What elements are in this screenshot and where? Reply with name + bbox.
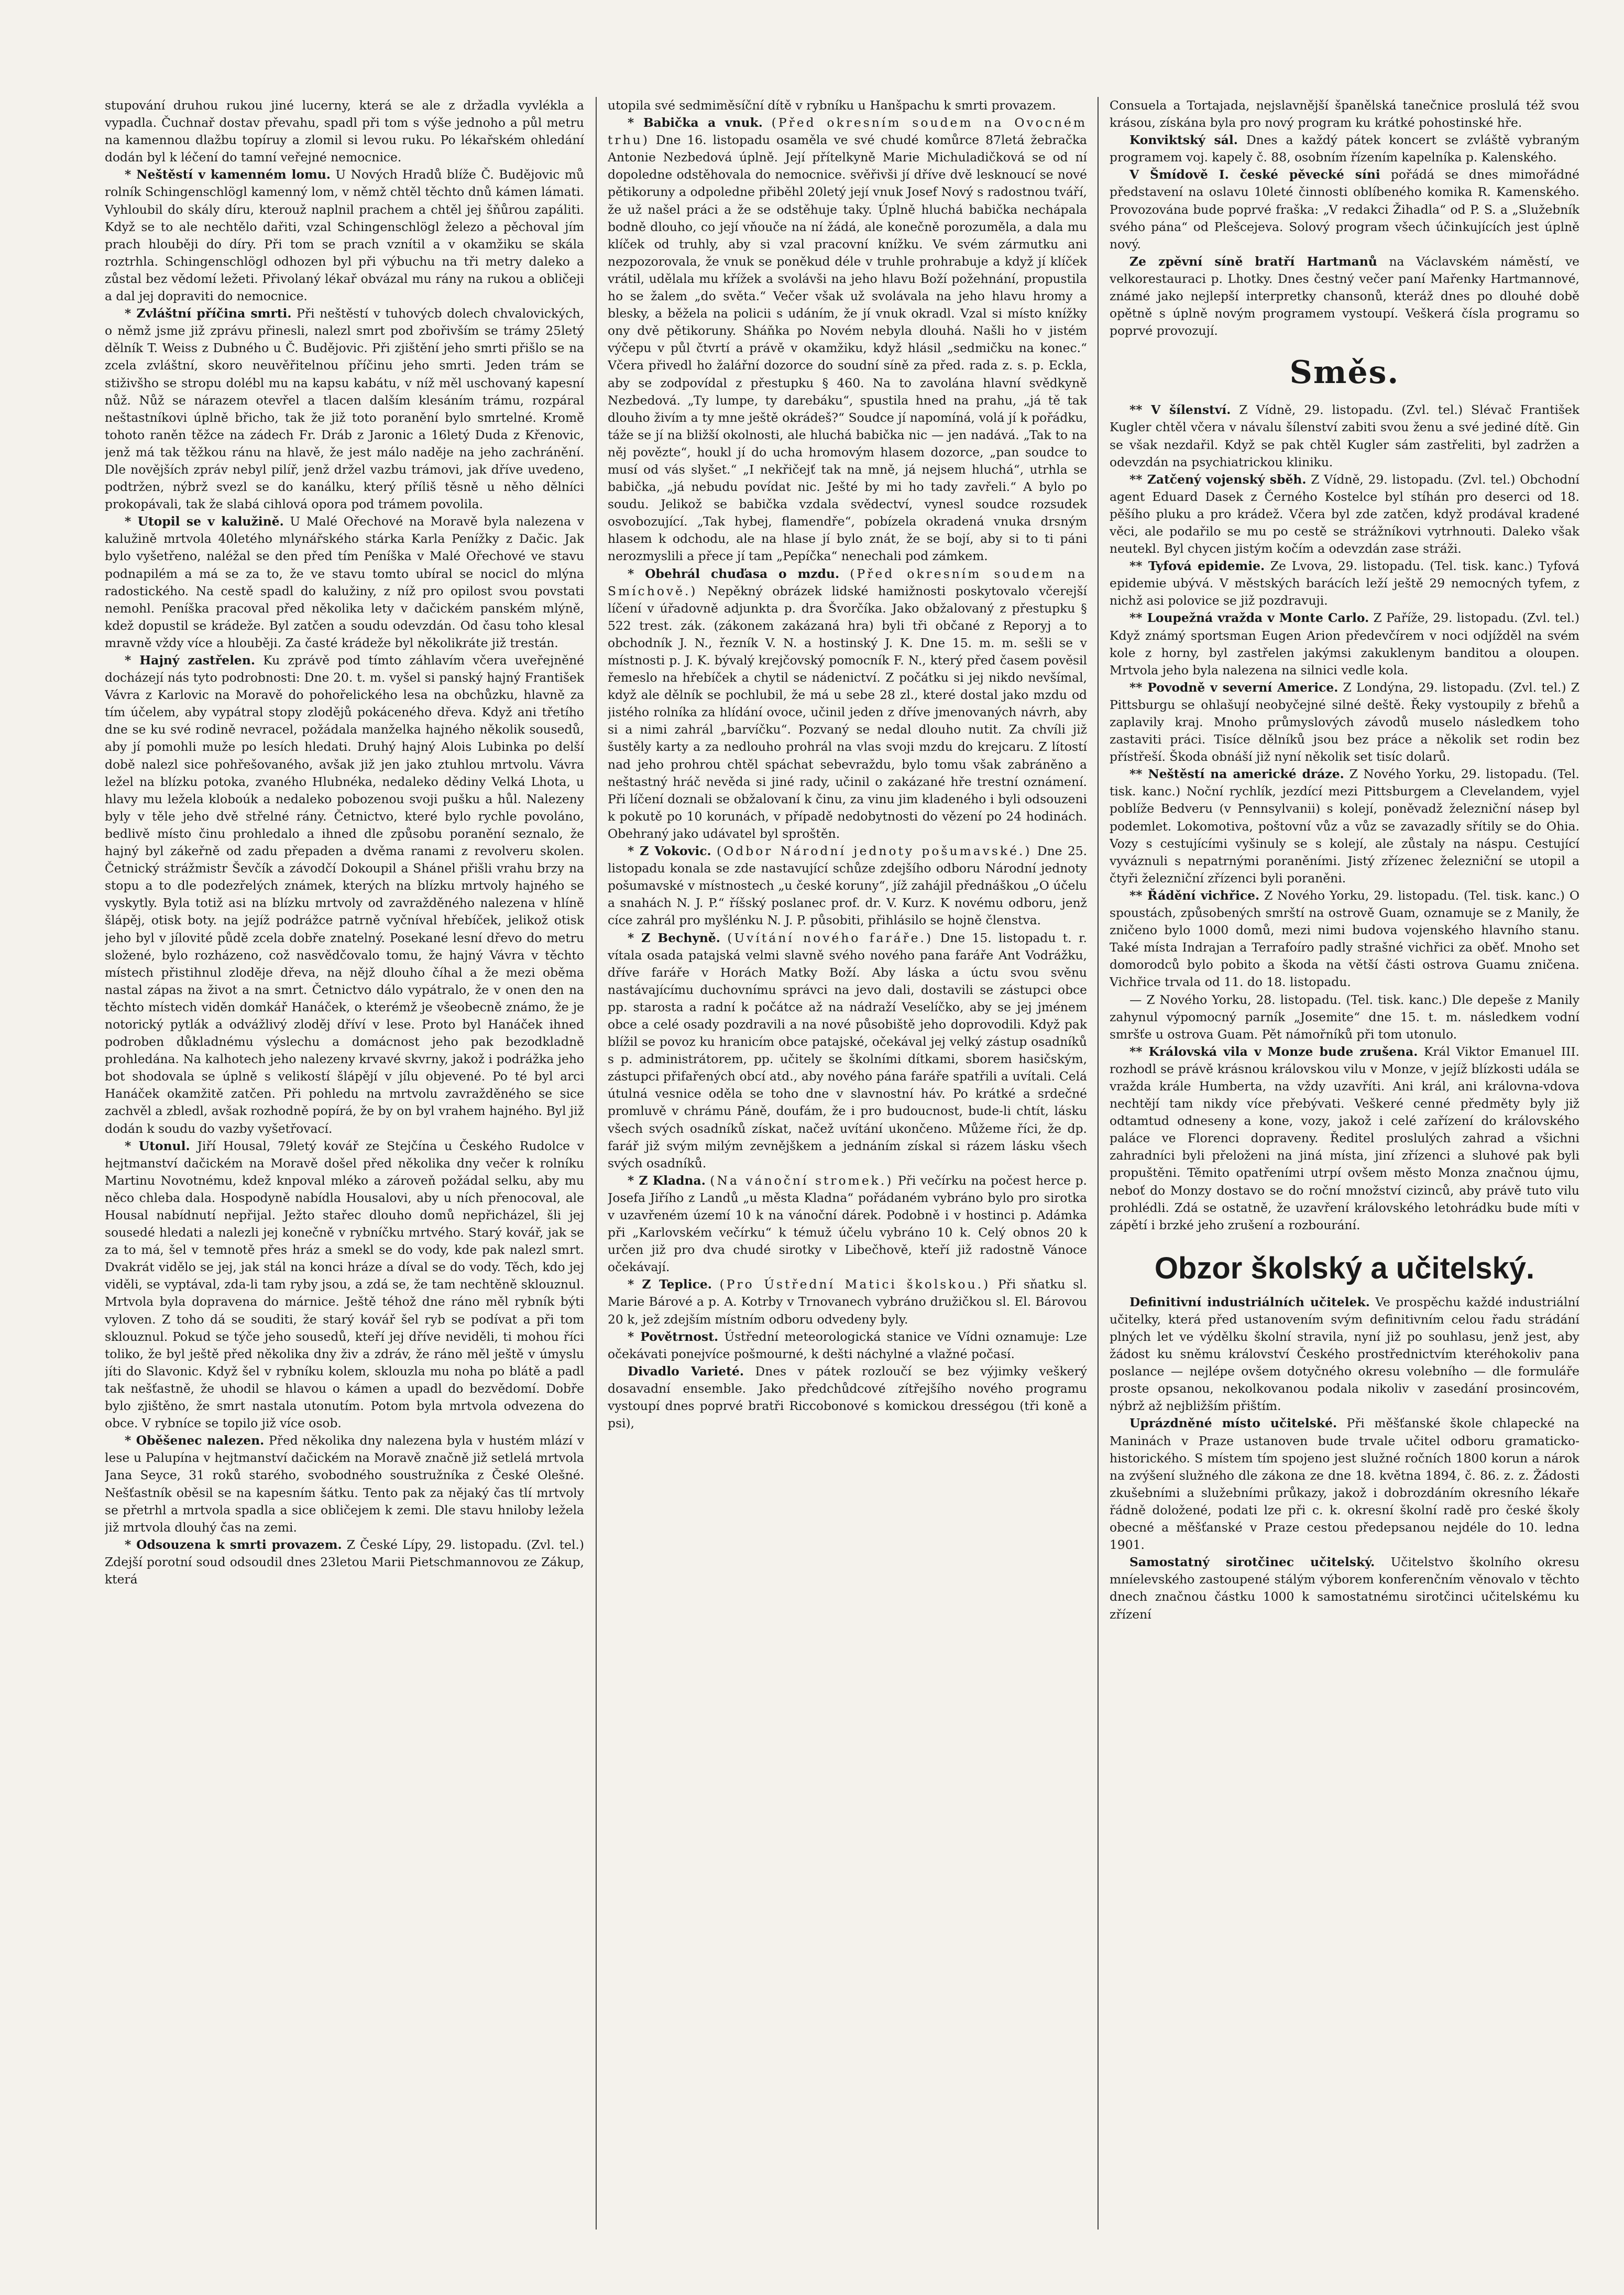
news-item bbox=[1110, 132, 1579, 166]
news-item-title: ** Neštěstí na americké dráze. bbox=[1129, 767, 1344, 782]
news-item bbox=[608, 114, 1087, 565]
news-item bbox=[1110, 97, 1579, 132]
news-item-subtitle: (Pro Ústřední Matici školskou.) bbox=[719, 1277, 991, 1292]
news-item-text: na Václavském náměstí, ve velkorestauraci p. Lhotky. Dnes čestný večer paní Mařenky Hartmannové, známé jako nejlepší interpretky chansonů, kteráž dnes po dlouhé době opětně s úplně novým programem vystoupí. Veškerá čísla programu so poprvé provozují. bbox=[1110, 254, 1579, 338]
news-item-subtitle: (Uvítání nového faráře.) bbox=[727, 930, 934, 945]
news-item-text: Ústřední meteorologická stanice ve Vídni oznamuje: Lze očekávati ponejvíce pošmourné, k dešti náchylné a vlažné počasí. bbox=[608, 1329, 1087, 1361]
news-item-title: Definitivní industriálních učitelek. bbox=[1129, 1294, 1370, 1309]
news-item-title: V Šmídově I. české pěvecké síni bbox=[1129, 167, 1380, 182]
news-item-title: ** Loupežná vražda v Monte Carlo. bbox=[1129, 610, 1369, 626]
news-item-title: * Babička a vnuk. bbox=[628, 115, 763, 130]
news-item-title: Divadlo Varieté. bbox=[628, 1363, 744, 1379]
news-item bbox=[105, 513, 584, 652]
theatre-news bbox=[1110, 97, 1579, 340]
news-item-title: * Odsouzena k smrti provazem. bbox=[125, 1537, 342, 1552]
news-item bbox=[105, 305, 584, 513]
news-item bbox=[1110, 887, 1579, 991]
news-item-title: Ze zpěvní síně bratří Hartmanů bbox=[1129, 254, 1377, 269]
news-item bbox=[608, 565, 1087, 843]
news-item-text: Z Paříže, 29. listopadu. (Zvl. tel.) Když známý sportsman Eugen Arion předevčírem v noci odjížděl na svém kole z horny, byl zastřelen jakýmsi zakuklenym banditou a oloupen. Mrtvola jeho byla nalezena na silnici vedle kola. bbox=[1110, 610, 1579, 677]
newspaper-page bbox=[105, 97, 1579, 2230]
news-item bbox=[1110, 401, 1579, 471]
news-item-text: stupování druhou rukou jiné lucerny, která se ale z držadla vyvlékla a vypadla. Čuchnař dostav převahu, spadl při tom s výše jednoho a půl metru na kamennou dlažbu topíruy a zlomil si levou ruku. Po lékařském ohledání dodán byl k léčení do tamní veřejné nemocnice. bbox=[105, 98, 584, 165]
news-item-title: ** Tyfová epidemie. bbox=[1129, 559, 1265, 574]
news-item-title: ** Královská vila v Monze bude zrušena. bbox=[1129, 1044, 1418, 1059]
news-item bbox=[608, 1276, 1087, 1328]
news-item-text: pořádá se dnes mimořádné představení na oslavu 10leté činnosti oblíbeného komika R. Kamenského. Provozována bude poprvé fraška: „V redakci Žihadla“ od P. S. a „Služebník svého pána“ od Plešcejeva. Solový program všech účinkujících jest úplně nový. bbox=[1110, 167, 1579, 252]
news-item-text: Dnes v pátek rozloučí se bez výjimky veškerý dosavadní ensemble. Jako předchůdcové zítřejšího nového programu vystoupí dnes poprvé bratři Riccobonové s komickou drességou (tři koně a psi), bbox=[608, 1363, 1087, 1431]
section-heading-school: Obzor školský a učitelský. bbox=[1154, 1251, 1535, 1285]
smes-news bbox=[1110, 401, 1579, 1234]
news-item bbox=[1110, 1043, 1579, 1234]
news-item-title: Samostatný sirotčinec učitelský. bbox=[1129, 1555, 1375, 1570]
news-item bbox=[608, 930, 1087, 1172]
news-item-title: * Povětrnost. bbox=[628, 1329, 719, 1344]
news-item-text: Dne 15. listopadu t. r. vítala osada patajská velmi slavně svého nového pana faráře Ant Vodrážku, dříve faráře v Horách Matky Boží. Aby láska a úctu svou svěnu nastávajícímu duchovnímu správci na jevo dali, dostavili se zástupci obce pp. starosta a radní k počátce až na nádraží Veselíčko, aby se jej jménem obce a celé osady pozdravili a na nové působiště jeho doprovodili. Když pak blížil se povoz ku hranicím obce patajské, očekával jej velký zástup osadníků s p. administrátorem, pp. učitely se školními dítkami, sborem hasičským, zástupci přifařených obcí atd., aby nového pána faráře spatřili a uvítali. Celá útulná vesnice oděla se toho dne v slavnostní háv. Po krátké a srdečné promluvě v chrámu Páně, doufám, že i pro budoucnost, bude-li chtít, lásku všech svých osadníků získat, načež uvítání ukončeno. Můžeme říci, že dp. farář již svým milým zevnějškem a jednáním získal si rázem lásku všech svých osadníků. bbox=[608, 930, 1087, 1171]
news-item-subtitle: (Odbor Národní jednoty pošumavské.) bbox=[716, 844, 1032, 859]
news-item-title: * Utonul. bbox=[125, 1138, 190, 1153]
news-item-text: Ku zprávě pod tímto záhlavím včera uveřejněné docházejí nás tyto podrobnosti: Dne 20. t. m. vyšel si panský hajný František Vávra z Karlovic na Moravě do pohořelického lesa na obchůzku, hlavně za tím účelem, aby vypátral stopy zlodějů pokáceného dřeva. Když ani třetího dne se ku své rodině nevracel, požádala manželka hajného několik sousedů, aby jí pomohli muže po lesích hledati. Druhý hajný Alois Lubinka po delší době nalezl sice pohřešovaného, avšak již jen jako ztuhlou mrtvolu. Vávra ležel na blízku potoka, zvaného Hlubnéka, nedaleko dědiny Velká Lhota, u hlavy mu ležela kloboúk a nedaleko pobozenou svoji pušku a hůl. Nalezeny byly v těle jeho dvě střelné rány. Četnictvo, které bylo rychle povoláno, bedlivě místo činu prohledalo a ihned dle způsobu poranění seznalo, že hajný byl zákeřně od zadu přepaden a dvěma ranami z revolveru skolen. Četnický strážmistr Ševčík a závodčí Dokoupil a Shánel přišli vrahu brzy na stopu a to dle podezřelých známek, kterých na blízku mrtvoly hajného se vyskytly. Byla totiž asi na blízku mrtvoly od zavražděného nalezena v hlíně šlápěj, otisk boty. na jejíž podrážce patrně vyčníval hřebíček, jelikož otisk jeho byl v jílovité půdě zcela dobře znatelný. Posekané lesní dřevo do metru složené, bylo rozházeno, což nasvědčovalo tomu, že hajný Vávra v těchto místech přistihnul zloděje dřeva, na nějž dlouho číhal a že mezi oběma nastal zápas na život a na smrt. Četnictvo dálo vypátralo, že v onen den na těchto místech viděn domkář Hanáček, o kterémž je všeobecně známo, že je notorický pytlák a odvážlivý zloděj dříví v lese. Proto byl Hanáček ihned podroben důkladnému výslechu a domácnost jeho pak bezodkladně prohledána. Na kalhotech jeho nalezeny krvavé skvrny, jakož i podrážka jeho bot shodovala se úplně s velikostí šlápějí v jílu objevené. Po té byl arci Hanáček okamžitě zatčen. Při pohledu na mrtvolu zavražděného se sice zachvěl a zbledl, avšak rozhodně popírá, že by on byl vrahem hajného. Byl již dodán k soudu do vazby vyšetřovací. bbox=[105, 653, 584, 1136]
news-item-title: ** Zatčený vojenský sběh. bbox=[1129, 472, 1307, 487]
news-item-text: Jiří Housal, 79letý kovář ze Stejčína u Českého Rudolce v hejtmanství dačickém na Moravě došel před několika dny večer k rolníku Martinu Novotnému, kdež knpoval mléko a zároveň požádal selku, aby mu něco chleba dala. Hospodyně nabídla Housalovi, aby u ních přenocoval, ale Housal nabídnutí nepřijal. Ježto stařec dlouho domů nepřicházel, šli jej sousedé hledati a nalezli jej konečně v rybníčku mrtvého. Starý kovář, jak se za to má, šel v temnotě přes hráz a smekl se do vody, kde pak nalezl smrt. Dvakrát vidělo se jej, jak stál na konci hráze a díval se do vody. Těch, kdo jej viděli, se vyptával, zda-li tam ryby jsou, a zdá se, že tam nechtěně sklouznul. Mrtvola byla dopravena do márnice. Ještě téhož dne ráno měl rybník býti vyloven. Z toho dá se souditi, že starý kovář šel ryb se podívat a při tom sklouznul. Pokud se týče jeho sousedů, kteří jej dříve neviděli, ti mohou říci toliko, že byl ještě před několika dny živ a zdráv, že ráno měl ještě v úmyslu jíti do Slavonic. Když šel v rybníku kolem, sklouzla mu noha po blátě a padl tak nešťastně, že uhodil se hlavou o kámen a upadl do bezvědomí. Dobře bylo zjištěno, že smrt nastala utonutím. Potom byla mrtvola odvezena do obce. V rybníce se topilo již více osob. bbox=[105, 1138, 584, 1431]
news-item-text: Král Viktor Emanuel III. rozhodl se právě krásnou královskou vilu v Monze, v jejíž blízkosti udála se vražda krále Humberta, na vždy uzavříti. Ani král, ani královna-vdova nechtějí tam nikdy více přebývati. Veškeré cenné předměty byly již odtamtud odneseny a kone, vozy, jakož i celé zařízení do královského paláce ve Florenci dopraveny. Ředitel proslulých zahrad a všichni zahradníci byli přeloženi na jiná místa, jiní zřízenci a sluhové pak byli propuštěni. Těmito opatřeními utrpí ovšem město Monza značnou újmu, neboť do Monzy dostavo se do roční množství cizinců, aby právě tuto vilu prohlédli. Zdá se ostatně, že uzavření královského letohrádku bude míti v zápětí i brzké jeho zrušení a rozbourání. bbox=[1110, 1044, 1579, 1232]
news-item bbox=[1110, 609, 1579, 679]
news-item bbox=[1110, 991, 1579, 1043]
news-item-text: Učitelstvo školního okresu mníelevského zastoupené stálým výborem konferenčním věnovalo v těchto dnech značnou částku 1000 k samostatnému sirotčinci učitelskému ku zřízení bbox=[1110, 1555, 1579, 1622]
news-item-title: * Hajný zastřelen. bbox=[125, 653, 256, 668]
news-item-text: U Malé Ořechové na Moravě byla nalezena v kalužině mrtvola 40letého mlynářského stárka Karla Penížky z Dačic. Jak bylo vyšetřeno, naléžal se den před tím Peníška v Malé Ořechové ve stavu podnapilém a má se za to, že ve stavu tomto ubíral se nocicl do mlýna radostického. Na cestě spadl do kalužiny, z níž pro opilost svou povstati nemohl. Peníška pracoval před několika lety v dačickém panském mlýně, kdež dopustil se krádeže. Byl zatčen a soudu odevzdán. Od času toho klesal mravně vždy více a hlouběji. Za časté krádeže byl několikráte již trestán. bbox=[105, 514, 584, 650]
news-item bbox=[105, 1138, 584, 1433]
column-2 bbox=[608, 97, 1087, 2230]
news-item bbox=[1110, 558, 1579, 609]
news-item-text: Dne 25. listopadu konala se zde nastavující schůze zdejšího odboru Národní jednoty pošumavské v místnostech „u české koruny“, jíž zahájil přednáškou „O účelu a snahách N. J. P.“ říšský poslanec prof. dr. V. Kurz. K novému odboru, jenž cíce zahrál pro myšlénku N. J. P. působiti, přihlásilo se hojně členstva. bbox=[608, 844, 1087, 928]
news-item-title: * Oběšenec nalezen. bbox=[125, 1433, 265, 1448]
news-item-title: * Neštěstí v kamenném lomu. bbox=[125, 167, 331, 182]
news-item bbox=[1110, 766, 1579, 887]
news-item bbox=[608, 1328, 1087, 1363]
news-item-text: Z Vídně, 29. listopadu. (Zvl. tel.) Slévač František Kugler chtěl včera v návalu šílenství zabiti svou ženu a své jediné dítě. Gin se však nezdařil. Když se pak chtěl Kugler sám zastřeliti, byl zadržen a odevzdán na psychiatrickou kliniku. bbox=[1110, 402, 1579, 469]
news-item-text: Z Nového Yorku, 29. listopadu. (Tel. tisk. kanc.) O spoustách, způsobených smrští na ostrově Guam, oznamuje se z Manily, že zničeno bylo 1000 domů, mezi nimi budova vojenského hlavního stanu. Také místa Indrajan a Terrafoíro padly strašné vichřici za oběť. Mnoho set domorodců bylo pobito a škoda na větší části ostrova Guamu zničena. Vichřice trvala od 11. do 18. listopadu. bbox=[1110, 888, 1579, 990]
news-item bbox=[608, 97, 1087, 114]
news-item-text: Při sňatku sl. Marie Bárové a p. A. Kotrby v Trnovanech vybráno družičkou sl. El. Bárovou 20 k, jež zdejším místním odboru odvedeny byly. bbox=[608, 1277, 1087, 1327]
news-item-title: * Z Bechyně. bbox=[628, 930, 720, 945]
news-item-title: Uprázdněné místo učitelské. bbox=[1129, 1416, 1337, 1431]
news-item-title: * Utopil se v kalužině. bbox=[125, 514, 284, 529]
news-item bbox=[105, 1536, 584, 1588]
news-item-title: * Z Kladna. bbox=[628, 1173, 706, 1188]
news-item-text: U Nových Hradů blíže Č. Budějovic mů rolník Schingenschlögl kamenný lom, v němž chtěl těchto dnů kámen lámati. Vyhloubil do skály díru, kterouž naplnil prachem a chtěl jej šňůrou zapáliti. Když se to ale nechtělo dařiti, vzal Schingenschlögl železo a pěchoval jím prach hlouběji do díry. Při tom se prach vznítil a v okamžiku se skála roztrhla. Schingenschlögl odhozen byl při výbuchu na tři metry daleko a zůstal bez vědomí ležeti. Přivolaný lékař obvázal mu rány na rukou a obličeji a dal jej dopraviti do nemocnice. bbox=[105, 167, 584, 304]
news-item bbox=[105, 652, 584, 1138]
news-item-title: * Zvláštní příčina smrti. bbox=[125, 306, 292, 321]
news-item-text: utopila své sedmiměsíční dítě v rybníku u Hanšpachu k smrti provazem. bbox=[608, 98, 1056, 113]
news-item-text: Z Londýna, 29. listopadu. (Zvl. tel.) Z Pittsburgu se ohlašují neobyčejné silné deště. Řeky vystoupily z břehů a zaplavily kraj. Mnoho průmyslových závodů muselo následkem toho zastaviti práci. Tisíce dělníků jsou bez práce a několik set rodin bez přístřeší. Škoda obnáší již nyní několik set tisíc dolarů. bbox=[1110, 680, 1579, 764]
news-item-text: Před několika dny nalezena byla v hustém mlází v lese u Palupína v hejtmanství dačickém na Moravě značně již setlelá mrtvola Jana Seyce, 31 roků starého, svobodného soustružníka z České Olešné. Nešťastník oběsil se na kapesním šátku. Tento pak za nějaký čas tlí mrtvoly se přetrhl a mrtvola spadla a sice obličejem k zemi. Dle stavu hniloby ležela již mrtvola dlouhý čas na zemi. bbox=[105, 1433, 584, 1535]
news-item-text: Dnes a každý pátek koncert se zvláště vybraným programem voj. kapely č. 88, osobním řízením kapelníka p. Kalenského. bbox=[1110, 133, 1579, 165]
news-item-text: Ze Lvova, 29. listopadu. (Tel. tisk. kanc.) Tyfová epidemie ubývá. V městských barácích leží ještě 29 nemocných tyfem, z nichž asi polovice se již pozdravuji. bbox=[1110, 559, 1579, 608]
column-3 bbox=[1110, 97, 1579, 2230]
news-item bbox=[608, 1363, 1087, 1432]
news-item-text: Dne 16. listopadu osaměla ve své chudé komůrce 87letá žebračka Antonie Nezbedová úplně. Její přítelkyně Marie Michuladičková se od ní dopoledne odstěhovala do nemocnice. svěřivši jí dříve dvě lesknoucí se nové pětikoruny a odpoledne přiběhl 20letý její vnuk Josef Nový s radostnou tváří, že už našel práci a že se odstěhuje taky. Úplně hluchá babička nechápala bodně dlouho, co její vňouče na ní žádá, ale konečně porozuměla, a dala mu klíček od truhly, aby si vzal pracovní knížku. Ve svém zármutku ani nezpozorovala, že vnuk se poněkud déle v truhle prohrabuje a když jí klíček vrátil, udělala mu křížek a svolávši na jeho hlavu Boží požehnání, propustila ho se žalem „do světa.“ Večer však už svolávala na jeho hlavu hromy a blesky, a běžela na policii s udáním, že jí vnuk okradl. Vzal si místo knížky ony dvě pětikoruny. Sháňka po Novém nebyla dlouhá. Našli ho v jistém výčepu v půl čtvrtí a právě v okamžiku, když hlásil „sedmičku na konec.“ Včera přivedl ho žalářní dozorce do soudní síně za před. rada z. s. p. Eckla, aby se zodpovídal z přestupku § 460. Na to zavolána hlavní svědkyně Nezbedová. „Ty lumpe, ty darebáku“, spustila hned na prahu, „já tě tak dlouho živím a ty mne ještě okrádeš?“ Soudce jí napomíná, volá jí k pořádku, táže se jí na bližší okolnosti, ale hluchá babička nic — jen nadává. „Tak to na něj povězte“, houkl jí do ucha hromovým hlasem dozorce, „pan soudce to musí od vás slyšet.“ „I nekřičejť tak na mně, já nejsem hluchá“, utrhla se babička, „já nebudu povídat nic. Ješté by mi ho tady zavřeli.“ A bylo po soudu. Jelikož se babička vzdala svědectví, vynesl soudce rozsudek osvobozující. „Tak hybej, flamendře“, pobízela okradená vnuka drsným hlasem k odchodu, ale na hlase jí bylo znát, že se bojí, aby si to ti páni nerozmyslili a přece jí tam „Pepíčka“ nenechali pod zámkem. bbox=[608, 133, 1087, 564]
news-item-text: — Z Nového Yorku, 28. listopadu. (Tel. tisk. kanc.) Dle depeše z Manily zahynul výpomocný parník „Josemite“ dne 15. t. m. následkem vodní smršťe u ostrova Guam. Pět námořníků při tom utonulo. bbox=[1110, 992, 1579, 1042]
news-item bbox=[1110, 253, 1579, 340]
news-item-title: * Obehrál chuďasa o mzdu. bbox=[628, 566, 840, 581]
news-item-text: Při večírku na počest herce p. Josefa Jiřího z Landů „u města Kladna“ pořádaném vybráno bylo pro sirotka v uzavřeném území 10 k na vánoční dárek. Podobně i v hostinci p. Adámka při „Karlovském večírku“ k témuž účelu vybráno 10 k. Celý obnos 20 k určen již pro dva chudé sirotky v Libečhově, kteří již radostně Vánoce očekávají. bbox=[608, 1173, 1087, 1275]
news-item bbox=[1110, 1415, 1579, 1554]
news-item-title: ** Povodně v severní Americe. bbox=[1129, 680, 1338, 695]
news-item-subtitle: (Na vánoční stromek.) bbox=[710, 1173, 894, 1188]
news-item-text: Při neštěstí v tuhovýcb dolech chvalovických, o němž jsme již zprávu přinesli, nalezl smrt pod zbořivším se trámy 25letý dělník T. Weiss z Dubného u Č. Budějovic. Při zjištění jeho smrti přišlo se na zcela zvláštní, skoro neuvěřitelnou příčinu jeho smrti. Jeden trám se stiživšho se stropu dolébl mu na kapsu kabátu, v níž měl uschovaný kapesní nůž. Nůž se nárazem otevřel a tlacen dalším klesáním trámu, rozpáral neštastníkovi úplně břicho, tak že již toto poranění bylo smrtelné. Kromě tohoto raněn těžce na zádech Fr. Dráb z Jaronic a 16letý Duda z Křenovic, jenž má tak těžkou ránu na hlavě, že jest málo naděje na jeho zachránění. Dle novějších zpráv nebyl pilíř, jenž držel vazbu trámovi, jak dříve uvedeno, podtržen, nýbrž svezl se do kanálku, který příliš těsně u něho dělníci prokopávali, tak že slabá cihlová opora pod trámem povolila. bbox=[105, 306, 584, 512]
news-item-title: ** V šílenství. bbox=[1129, 402, 1231, 418]
news-item-text: Z Nového Yorku, 29. listopadu. (Tel. tisk. kanc.) Noční rychlík, jezdící mezi Pittsburgem a Clevelandem, vyjel poblíže Bedveru (v Pennsylvanii) s kolejí, poněvadž železniční násep byl podemlet. Lokomotiva, poštovní vůz a vůz se zavazadly sřítily se do Ohia. Vozy s cestujícími vyšinuly se s kolejí, ale zůstaly na náspu. Cestující vyváznuli s nepatrnými poraněními. Jistý zřízenec železniční se utopil a čtyři železniční zřízenci byli poraněni. bbox=[1110, 767, 1579, 886]
news-item-text: Ve prospěchu každé industriální učitelky, která před ustanovením svým definitivním celou řadu strádání plných let ve výdělku školní stravila, nyní již po souhlasu, jenž jest, aby žádost ku sněmu království Českého prostřednictvím kteréhokoliv pana poslance — nejlépe ovšem dotyčného okresu volebního — dle formuláře proste opsanou, nekolkovanou podala nikoliv v zasedání prosincovém, nýbrž až nejbližším přištím. bbox=[1110, 1294, 1579, 1414]
news-item-text: Z Vídně, 29. listopadu. (Zvl. tel.) Obchodní agent Eduard Dasek z Černého Kostelce byl stíhán pro deserci od 18. pěšího pluku a pro krádež. Včera byl zde zatčen, když prodával kradené věci, ale podařilo se mu po cestě se strážníkovi vytrhnouti. Daleko však neutekl. Byl chycen jistým kočím a odevzdán zase stráži. bbox=[1110, 472, 1579, 556]
news-item bbox=[1110, 1294, 1579, 1415]
news-item bbox=[105, 97, 584, 166]
news-item-title: * Z Teplice. bbox=[628, 1277, 712, 1292]
column-divider bbox=[596, 97, 597, 2230]
column-divider bbox=[1098, 97, 1099, 2230]
news-item-text: Nepěkný obrázek lidské hamižnosti poskytovalo včerejší líčení v úřadovně adjunkta p. dra Švorčíka. Jako obžalovaný z přestupku § 522 trest. zák. (zákonem zakázaná hra) byli tři občané z Reporyj a to obchodník J. N., řezník V. N. a hostinský J. K. Dne 15. m. m. sešli se v místnosti p. J. K. bývalý krejčovský pomocník F. N., který před časem pověsil řemeslo na hřebíček a chytil se nádenictví. Z počátku si jej nikdo nevšímal, když ale dělník se pochlubil, že má u sebe 28 zl., které dostal jako mzdu od jistého rolníka za hlídání ovoce, učinil jeden z dříve jmenovaných návrh, aby si a nimi zahrál „barvíčku“. Pozvaný se nedal dlouho nutit. Za chvíli již šustěly karty a za nedlouho prohrál na vlas svoji mzdu do krejcaru. Z lítostí nad jeho prohrou chtěl spáchat sebevraždu, bylo tomu však zabráněno a neštastný hráč nevěda si jiné rady, učinil o zakázané hře trestní oznámení. Při líčení doznali se obžalovaní k činu, za vinu jim kladeného i byli odsouzeni k pokutě po 10 korunách, v případě nedobytnosti do vězení po 24 hodinách. Obehraný jako udávatel byl sproštěn. bbox=[608, 583, 1087, 841]
news-item-subtitle: (Před okresním soudem na Smíchově.) bbox=[608, 566, 1087, 598]
news-item-subtitle: (Před okresním soudem na Ovocném trhu) bbox=[608, 115, 1087, 148]
column-1 bbox=[105, 97, 584, 2230]
news-item bbox=[105, 1432, 584, 1536]
news-item bbox=[1110, 471, 1579, 558]
section-heading-smes: Směs. bbox=[1289, 354, 1400, 391]
news-item bbox=[608, 1172, 1087, 1276]
news-item bbox=[105, 166, 584, 305]
school-news bbox=[1110, 1294, 1579, 1623]
news-item-text: Při měšťanské škole chlapecké na Maninách v Praze ustanoven bude trvale učitel odboru gramaticko-historického. S místem tím spojeno jest služné ročních 1800 korun a nárok na zvýšení služného dle zákona ze dne 18. května 1894, č. 86. z. z. Žádosti zkušebními a služebními průkazy, jakož i dobrozdáním okresního lékaře řádně doložené, podati lze při c. k. okresní školní radě pro české školy obecné a měšťanské v Praze cestou předepsanou nejdéle do 10. ledna 1901. bbox=[1110, 1416, 1579, 1553]
news-item-text: Z České Lípy, 29. listopadu. (Zvl. tel.) Zdejší porotní soud odsoudil dnes 23letou Marii Pietschmannovou ze Zákup, která bbox=[105, 1537, 584, 1587]
news-item-text: Consuela a Tortajada, nejslavnější španělská tanečnice proslulá též svou krásou, získána byla pro nový program ku krátké pohostinské hře. bbox=[1110, 98, 1579, 130]
news-item-title: * Z Vokovic. bbox=[628, 844, 711, 859]
news-item bbox=[1110, 166, 1579, 253]
news-item bbox=[1110, 679, 1579, 766]
news-item-title: ** Řádění vichřice. bbox=[1129, 888, 1260, 903]
news-item-title: Konviktský sál. bbox=[1129, 133, 1238, 148]
news-item bbox=[1110, 1554, 1579, 1623]
news-item bbox=[608, 843, 1087, 929]
